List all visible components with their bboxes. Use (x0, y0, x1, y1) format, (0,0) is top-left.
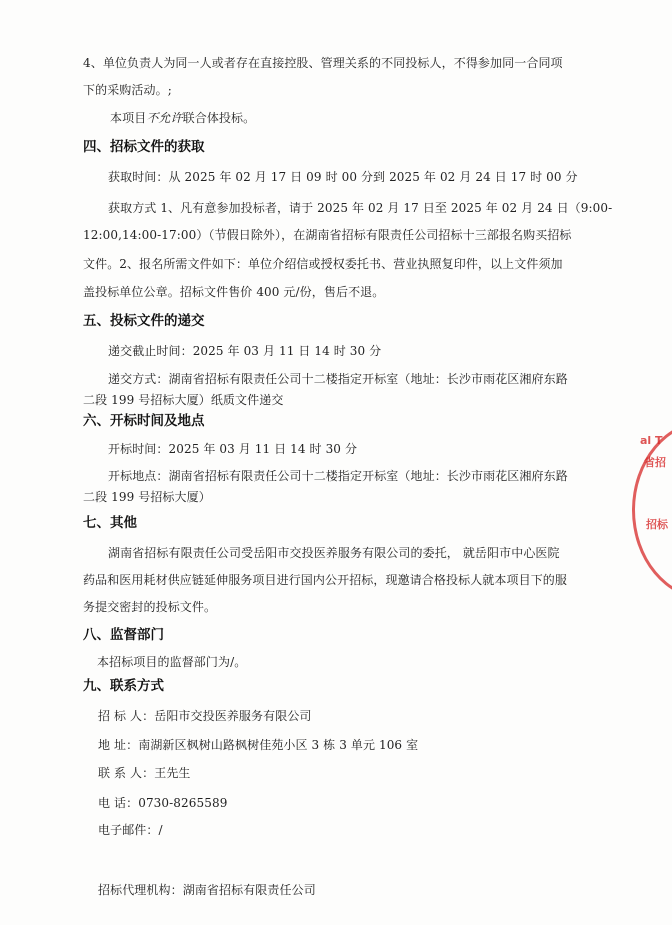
seal-text-3: 招标 (646, 518, 668, 531)
other-line-1: 湖南省招标有限责任公司受岳阳市交投医养服务有限公司的委托， 就岳阳市中心医院 (108, 546, 560, 560)
company-seal (632, 420, 672, 600)
section-6-heading: 六、开标时间及地点 (83, 413, 205, 429)
consortium-note-emphasis: 不允许 (146, 111, 183, 125)
contact-phone: 电 话：0730-8265589 (98, 796, 228, 810)
acquire-method-line-2: 12:00,14:00-17:00）（节假日除外），在湖南省招标有限责任公司招标十三部报名购买招标 (83, 228, 572, 242)
opening-place-line-2: 二段 199 号招标大厦） (83, 490, 211, 504)
supervision-line: 本招标项目的监督部门为/。 (97, 655, 247, 669)
seal-ring (632, 420, 672, 600)
clause-4-line-1: 4、单位负责人为同一人或者存在直接控股、管理关系的不同投标人，不得参加同一合同项 (83, 56, 563, 70)
contact-address: 地 址：南湖新区枫树山路枫树佳苑小区 3 栋 3 单元 106 室 (98, 738, 419, 752)
opening-time: 开标时间：2025 年 03 月 11 日 14 时 30 分 (108, 442, 358, 456)
consortium-note-prefix: 本项目 (110, 111, 147, 125)
other-line-3: 务提交密封的投标文件。 (83, 600, 217, 614)
acquire-method-line-1: 获取方式 1、凡有意参加投标者，请于 2025 年 02 月 17 日至 2025 年 02 月 24 日（9:00- (108, 201, 613, 215)
other-line-2: 药品和医用耗材供应链延伸服务项目进行国内公开招标，现邀请合格投标人就本项目下的服 (83, 573, 568, 587)
submit-deadline: 递交截止时间：2025 年 03 月 11 日 14 时 30 分 (108, 344, 382, 358)
opening-place-line-1: 开标地点：湖南省招标有限责任公司十二楼指定开标室（地址：长沙市雨花区湘府东路 (108, 469, 568, 483)
seal-text-2: 省招 (644, 456, 666, 469)
agency: 招标代理机构：湖南省招标有限责任公司 (98, 883, 316, 897)
section-5-heading: 五、投标文件的递交 (83, 313, 205, 329)
acquire-method-line-4: 盖投标单位公章。招标文件售价 400 元/份，售后不退。 (83, 285, 385, 299)
section-8-heading: 八、监督部门 (83, 627, 164, 643)
submit-method-line-1: 递交方式：湖南省招标有限责任公司十二楼指定开标室（地址：长沙市雨花区湘府东路 (108, 372, 568, 386)
acquire-method-line-3: 文件。2、报名所需文件如下：单位介绍信或授权委托书、营业执照复印件，以上文件须加 (83, 257, 563, 271)
submit-method-line-2: 二段 199 号招标大厦）纸质文件递交 (83, 393, 284, 407)
clause-4-line-2: 下的采购活动。; (83, 83, 172, 97)
section-9-heading: 九、联系方式 (83, 678, 164, 694)
section-7-heading: 七、其他 (83, 515, 137, 531)
seal-text-1: al T (640, 434, 663, 447)
contact-email: 电子邮件：/ (98, 823, 163, 837)
contact-tenderer: 招 标 人：岳阳市交投医养服务有限公司 (98, 709, 312, 723)
section-4-heading: 四、招标文件的获取 (83, 139, 205, 155)
acquire-time: 获取时间：从 2025 年 02 月 17 日 09 时 00 分到 2025 年 02 月 24 日 17 时 00 分 (108, 170, 578, 184)
contact-person: 联 系 人：王先生 (98, 766, 191, 780)
consortium-note-suffix: 联合体投标。 (182, 111, 256, 125)
consortium-note (110, 110, 255, 126)
